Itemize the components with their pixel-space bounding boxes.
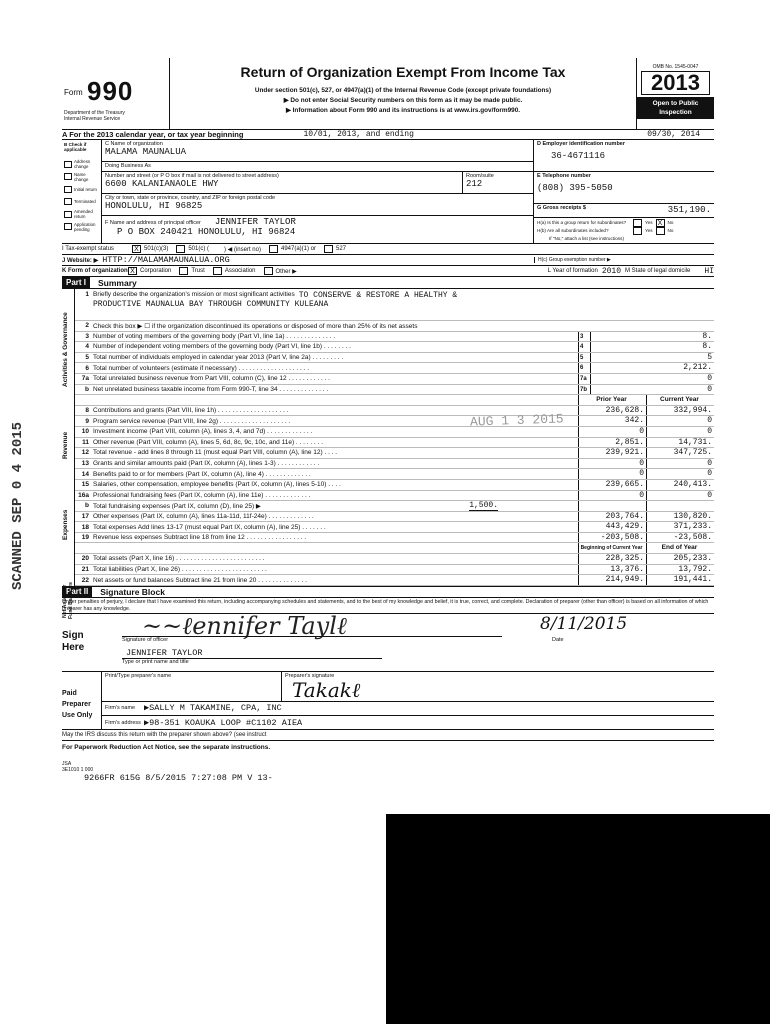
form-subtitle-1: Under section 501(c), 527, or 4947(a)(1) of the Internal Revenue Code (except private foundations) [254,87,552,94]
org-name-cell [102,140,533,162]
current-year-value[interactable]: 0 [646,459,714,469]
paid-word: Paid [62,689,77,697]
line-number: 11 [82,438,89,446]
tax-year: 2013 [641,71,710,95]
line-box-number: 7b [578,385,590,395]
expense-line [75,469,714,480]
part2-title: Signature Block [100,586,165,597]
dba-cell [102,162,533,172]
i-opt-527: 527 [336,246,347,252]
b-item-checkbox[interactable] [64,161,72,168]
officer-signature-area[interactable] [112,611,714,671]
jsa-label [62,761,714,773]
org-form-row [62,266,714,277]
prep-sig-label: Preparer's signature [285,672,335,679]
dba-label: Doing Business As [105,163,151,169]
527-checkbox[interactable] [324,245,333,253]
mission-line-2[interactable]: PRODUCTIVE MAUNALUA BAY THROUGH COMMUNITY KULEANA [93,300,329,309]
line-number: 13 [81,460,89,468]
association-checkbox[interactable] [213,267,222,275]
org-name[interactable]: MALAMA MAUNALUA [105,147,187,157]
line-description: Contributions and grants (Part VIII, line 1h) . . . . . . . . . . . . . . . . . . . . [93,407,289,415]
room-suite[interactable]: 212 [466,179,483,189]
check-applicable [62,140,102,243]
col-prior-year: Prior Year [578,395,646,405]
hb-yes-checkbox[interactable] [633,227,642,235]
discuss-question: May the IRS discuss this return with the preparer shown above? (see instruct [62,730,714,741]
governance-line [75,321,714,332]
line-number: 18 [81,523,89,531]
open-line-1: Open to Public [652,100,699,107]
line-box-number: 6 [578,363,590,373]
current-year-value[interactable]: 130,820. [646,512,714,522]
line-description: Net unrelated business taxable income from Form 990-T, line 34 . . . . . . . . . . . . . . [93,385,329,393]
line-description: Salaries, other compensation, employee benefits (Part IX, column (A), lines 5-10) . . . . [93,481,341,489]
expense-lines [75,459,714,544]
ha-no-checkbox[interactable]: X [656,219,665,227]
type-name-label: Type or print name and title [122,658,382,665]
line-description: Net assets or fund balances Subtract line 21 from line 20 . . . . . . . . . . . . . . [93,576,307,584]
governance-line [75,363,714,374]
officer-printed-name[interactable]: JENNIFER TAYLOR [126,647,203,658]
org-name-address [102,140,534,243]
ha-row [537,219,711,227]
line-number: 7a [81,375,89,383]
prior-year-value[interactable]: -203,508. [578,533,646,543]
i-opt-501c3: 501(c)(3) [144,246,169,252]
i-label: I Tax-exempt status [62,246,114,252]
line-description: Revenue less expenses Subtract line 18 from line 12 . . . . . . . . . . . . . . . . . [93,534,307,542]
form-title-block [170,58,636,129]
ein[interactable]: 36-4671116 [551,151,606,161]
firm-address[interactable]: ▶98-351 KOAUKA LOOP #C1102 AIEA [144,717,303,728]
prior-year-value[interactable]: 236,628. [578,406,646,416]
rev-col-header [75,395,714,406]
line-number: 17 [81,512,89,520]
prior-year-value[interactable]: 342. [578,416,646,426]
hb-label: H(b) Are all subordinates included? [537,228,609,233]
expense-line [75,501,714,512]
expense-line [75,533,714,544]
net-asset-line [75,575,714,586]
website-row [62,255,714,266]
b-item-checkbox[interactable] [64,211,72,218]
part2-tag: Part II [62,586,92,598]
revenue-line [75,406,714,417]
k-opt-association: Association [224,268,256,274]
street-address[interactable]: 6600 KALANIANAOLE HWY [105,179,219,189]
line-box-number: 4 [578,342,590,352]
prior-year-value[interactable]: 13,376. [578,565,646,575]
b-item-label: Name change [74,171,89,182]
j-label: J Website: ▶ [62,257,99,264]
state-of-domicile[interactable]: HI [704,266,714,276]
form-subtitle-2: ▶ Do not enter Social Security numbers on this form as it may be made public. [283,97,523,104]
signature-date[interactable]: 8/11/2015 [540,613,628,634]
line-description: Number of independent voting members of the governing body (Part VI, line 1b) . . . . . . . . [93,343,351,351]
open-to-public-badge [637,97,714,119]
sign-word: Sign [62,629,84,641]
b-item [64,171,99,184]
firm-name-row [102,702,714,716]
telephone[interactable]: (808) 395-5050 [537,183,613,193]
side-label-expenses: Expenses [62,509,69,541]
net-asset-line [75,565,714,576]
open-line-2: Inspection [659,109,692,116]
paperwork-notice: For Paperwork Reduction Act Notice, see the separate instructions. [62,743,271,751]
b-item [64,221,99,234]
line-value[interactable]: 2,212. [590,363,714,373]
prior-year-value[interactable]: 443,429. [578,522,646,532]
expense-line [75,522,714,533]
form-990-page [62,58,714,783]
street-cell [102,172,463,193]
b-item [64,208,99,221]
line-description: Total fundraising expenses (Part IX, column (D), line 25) ▶ [93,502,261,510]
tax-exempt-status-row [62,244,714,255]
corporation-checkbox[interactable]: X [128,267,137,275]
b-item [64,196,99,209]
current-year-value[interactable]: 0 [646,427,714,437]
trust-checkbox[interactable] [179,267,188,275]
prior-year-value[interactable]: 239,921. [578,448,646,458]
tax-year-begin[interactable]: 10/01, 2013, and ending [303,130,414,139]
current-year-value[interactable]: 240,413. [646,480,714,490]
room-label: Room/suite [466,173,494,179]
here-word: Here [62,641,85,653]
governance-line [75,342,714,353]
hb-no-checkbox[interactable] [656,227,665,235]
line-description: Total number of volunteers (estimate if necessary) . . . . . . . . . . . . . . . . . . . . [93,364,310,372]
print-footer: 9266FR 615G 8/5/2015 7:27:08 PM V 13- [84,772,273,783]
omb-number: OMB No. 1545-0047 [652,64,699,70]
b-item-checkbox[interactable] [64,198,72,205]
d-label: D Employer identification number [537,141,626,147]
b-items [64,158,99,233]
form-subtitle-3: ▶ Information about Form 990 and its instructions is at www.irs.gov/form990. [285,107,521,114]
redaction-block [386,814,770,1024]
501c3-checkbox[interactable]: X [132,245,141,253]
prior-year-value[interactable] [578,501,646,511]
line-description: Total expenses Add lines 13-17 (must equal Part IX, column (A), line 25) . . . . . . . [93,523,326,531]
expense-line [75,491,714,502]
dept-line-1: Department of the Treasury [64,110,125,116]
principal-officer[interactable]: JENNIFER TAYLOR [214,217,296,227]
col-end-year: End of Year [646,543,714,553]
street-label: Number and street (or P O box if mail is not delivered to street address) [105,173,279,179]
k-label: K Form of organization [62,268,128,274]
line-number: 19 [81,534,89,542]
line-box-number: 5 [578,353,590,363]
preparer-signature: Takakℓ [292,677,361,702]
line-description: Total unrelated business revenue from Part VIII, column (C), line 12 . . . . . . . . . . . . [93,375,330,383]
hb-row [537,227,711,235]
other-checkbox[interactable] [264,267,273,275]
part1-tag: Part I [62,277,90,289]
501c-checkbox[interactable] [176,245,185,253]
line-number: 6 [85,364,89,372]
k-opt-other: Other ▶ [275,268,297,275]
date-label: Date [552,636,564,643]
revenue-line [75,448,714,459]
paid-preparer-block [62,672,714,730]
preparer-name-row [102,672,714,702]
use-only-word: Use Only [62,711,93,719]
scanned-stamp: SCANNED SEP 0 4 2015 [10,421,26,590]
line-number: 15 [81,481,89,489]
governance-line [75,374,714,385]
line-number: 2 [85,322,89,330]
side-label-governance: Activities & Governance [62,312,69,388]
i-opt-insert: ) ◀ (insert no) [224,246,261,253]
gross-receipts[interactable]: 351,190. [667,205,711,215]
b-item-label: Terminated [74,199,96,205]
revenue-line [75,427,714,438]
line-number: 20 [81,555,89,563]
net-col-header [75,543,714,554]
b-item [64,183,99,196]
line-number: b [85,385,89,393]
line1-label: Briefly describe the organization's mission or most significant activities [93,291,295,298]
b-item [64,158,99,171]
city-cell [102,194,533,216]
net-asset-lines [75,554,714,586]
line-a-label: A For the 2013 calendar year, or tax year beginning [62,130,244,139]
line-number: 3 [85,332,89,340]
line-description: Total number of individuals employed in calendar year 2013 (Part V, line 2a) . . . . . . . . . [93,354,344,362]
form-year-block [636,58,714,129]
line-number: 14 [81,470,89,478]
revenue-lines [75,406,714,459]
prior-year-value[interactable]: 0 [578,469,646,479]
current-year-value[interactable]: -23,508. [646,533,714,543]
current-year-value[interactable]: 332,994. [646,406,714,416]
part2-header [62,586,714,598]
ha-yes-checkbox[interactable] [633,219,642,227]
line-number: 22 [81,576,89,584]
b-item-label: Application pending [74,221,96,232]
website-url[interactable]: HTTP://MALAMAMAUNALUA.ORG [102,255,230,265]
form-id-block [62,58,170,129]
current-year-value[interactable]: 191,441. [646,575,714,585]
line-value[interactable]: 8. [590,342,714,352]
line-number: 12 [81,449,89,457]
line-number: b [85,502,89,510]
officer-cell [102,216,533,238]
current-year-value[interactable]: 0 [646,469,714,479]
expense-line [75,480,714,491]
line-description: Number of voting members of the governing body (Part VI, line 1a) . . . . . . . . . . . . . . [93,332,336,340]
col-current-year: Current Year [646,395,714,405]
current-year-value[interactable]: 371,233. [646,522,714,532]
prior-year-value[interactable]: 0 [578,459,646,469]
current-year-value[interactable]: 205,233. [646,554,714,564]
b-item-checkbox[interactable] [64,223,72,230]
ha-label: H(a) Is this a group return for subordinates? [537,220,627,225]
revenue-line [75,416,714,427]
line-description: Grants and similar amounts paid (Part IX, column (A), lines 1-3) . . . . . . . . . . . . [93,460,320,468]
department-label [64,110,125,122]
perjury-statement: Under penalties of perjury, I declare that I have examined this return, including accompanying schedules and statements, and to the best of my knowledge and belief, it is true, correct, and complete. Declaration of preparer (other than officer) is based on all information of which preparer has any knowledge. [62,598,714,614]
prior-year-value[interactable]: 203,764. [578,512,646,522]
line-box-number: 3 [578,332,590,342]
jsa-line-2: 3E1010 1 000 [62,766,94,773]
form-label: Form [64,88,83,97]
form-title: Return of Organization Exempt From Income Tax [240,64,566,80]
dept-line-2: Internal Revenue Service [64,116,121,122]
net-asset-line [75,554,714,565]
org-right-col [534,140,714,243]
current-year-value[interactable]: 13,792. [646,565,714,575]
col-beginning-year: Beginning of Current Year [578,543,646,553]
room-cell [463,172,533,193]
sig-officer-line [122,636,564,643]
gross-cell [534,204,714,218]
year-of-formation[interactable]: 2010 [601,266,622,276]
i-opt-501c: 501(c) ( [188,246,210,252]
prior-year-value[interactable]: 228,325. [578,554,646,564]
line1-mission: 1 Briefly describe the organization's mission or most significant activities TO CONSERVE & RESTORE A HEALTHY & PRODUCTIVE MAUNALUA BAY THROUGH COMMUNITY KULEANA [75,289,714,321]
line-value[interactable]: 0 [590,385,714,395]
current-year-value[interactable]: 347,725. [646,448,714,458]
governance-line [75,385,714,396]
org-info-block [62,140,714,244]
governance-line [75,353,714,364]
line-description: Total assets (Part X, line 16) . . . . . . . . . . . . . . . . . . . . . . . . . [93,555,265,563]
inline-amount[interactable]: 1,500. [469,500,498,510]
line-number: 5 [85,354,89,362]
b-item-checkbox[interactable] [64,186,72,193]
ha-no-label: No [667,220,674,225]
line-number: 10 [81,428,89,436]
g-label: G Gross receipts $ [537,205,586,211]
e-label: E Telephone number [537,173,591,179]
side-label-net-assets: Net Assets or Fund Balances [62,582,74,620]
firm-name-label: Firm's name [105,705,136,712]
line-description: Total revenue - add lines 8 through 11 (must equal Part VIII, column (A), line 12) . . . . [93,449,338,457]
officer-signature: ~~ℓennifer Taylℓ [142,611,347,640]
phone-cell [534,172,714,204]
i-opt-4947: 4947(a)(1) or [280,246,316,252]
line-number: 21 [81,565,89,573]
firm-addr-label: Firm's address [105,719,141,726]
side-label-revenue: Revenue [62,431,69,459]
hb-no-label: No [667,228,674,233]
governance-line [75,332,714,343]
line-value[interactable]: 8. [590,332,714,342]
received-stamp: AUG 1 3 2015 [469,411,564,430]
line-number: 8 [85,407,89,415]
line-number: 9 [85,417,89,425]
b-item-checkbox[interactable] [64,173,72,180]
current-year-value[interactable] [646,501,714,511]
preparer-fields [102,672,714,729]
prep-name-label: Print/Type preparer's name [102,672,282,701]
c-label: C Name of organization [105,141,163,147]
governance-lines [75,321,714,395]
street-row [102,172,533,194]
ha-yes-label: Yes [645,220,653,225]
hb-note: If "No," attach a list (see instructions) [549,236,625,241]
line-description: Other expenses (Part IX, column (A), lines 11a-11d, 11f-24e) . . . . . . . . . . . . . [93,512,314,520]
tax-year-end[interactable]: 09/30, 2014 [647,130,700,139]
form-header [62,58,714,130]
expense-line [75,459,714,470]
4947-checkbox[interactable] [269,245,278,253]
city-label: City or town, state or province, country, and ZIP or foreign postal code [105,195,276,201]
mission-line-1[interactable]: TO CONSERVE & RESTORE A HEALTHY & [298,291,458,300]
line-number: 4 [85,343,89,351]
line-box-number: 7a [578,374,590,384]
b-label: B Check if applicable [64,142,87,152]
officer-address[interactable]: P O BOX 240421 HONOLULU, HI 96824 [117,227,296,237]
sign-here-block [62,611,714,672]
line-value[interactable]: 0 [590,374,714,384]
line-description: Check this box ▶ ☐ if the organization discontinued its operations or disposed of more than 25% of its net assets [93,322,418,330]
current-year-value[interactable]: 14,731. [646,438,714,448]
k-opt-corporation: Corporation [140,268,172,274]
l-label: L Year of formation [547,268,598,274]
prior-year-value[interactable]: 2,851. [578,438,646,448]
h-block [534,218,714,244]
preparer-word: Preparer [62,700,91,708]
sig-officer-label: Signature of officer [122,636,169,643]
m-label: M State of legal domicile [625,268,691,274]
b-item-label: Amended return [74,209,93,220]
paid-preparer-label [62,672,102,729]
prior-year-value[interactable]: 239,665. [578,480,646,490]
city-state-zip[interactable]: HONOLULU, HI 96825 [105,201,203,211]
line-description: Program service revenue (Part VIII, line 2g) . . . . . . . . . . . . . . . . . . . . [93,417,291,425]
line-description: Total liabilities (Part X, line 26) . . . . . . . . . . . . . . . . . . . . . . . . [93,565,267,573]
hc-label: H(c) Group exemption number ▶ [534,257,714,263]
form-number: 990 [87,76,134,106]
prior-year-value[interactable]: 214,949. [578,575,646,585]
part1-header [62,277,714,289]
line-description: Other revenue (Part VIII, column (A), lines 5, 6d, 8c, 9c, 10c, and 11e) . . . . . . . . [93,438,324,446]
firm-name[interactable]: ▶SALLY M TAKAMINE, CPA, INC [144,703,282,714]
line-number: 16a [78,491,89,499]
k-opt-trust: Trust [191,268,205,274]
hb-yes-label: Yes [645,228,653,233]
line-description: Investment income (Part VIII, column (A), lines 3, 4, and 7d) . . . . . . . . . . . . . [93,428,313,436]
prior-year-value[interactable]: 0 [578,491,646,501]
part1-lines [74,289,714,586]
ein-cell [534,140,714,172]
expense-line [75,512,714,523]
firm-addr-row [102,716,714,730]
line-value[interactable]: 5 [590,353,714,363]
line-description: Benefits paid to or for members (Part IX, column (A), line 4) . . . . . . . . . . . . . [93,470,311,478]
b-item-label: Address change [74,159,91,170]
line-description: Professional fundraising fees (Part IX, column (A), line 11e) . . . . . . . . . . . . . [93,491,311,499]
revenue-line [75,438,714,449]
b-item-label: Initial return [74,186,97,192]
f-label: F Name and address of principal officer [105,220,201,226]
tax-year-row [62,130,714,140]
part1-title: Summary [98,277,137,288]
jsa-line-1: JSA [62,760,72,767]
prep-signature-cell[interactable] [282,672,714,701]
current-year-value[interactable]: 0 [646,416,714,426]
current-year-value[interactable]: 0 [646,491,714,501]
prior-year-value[interactable]: 0 [578,427,646,437]
